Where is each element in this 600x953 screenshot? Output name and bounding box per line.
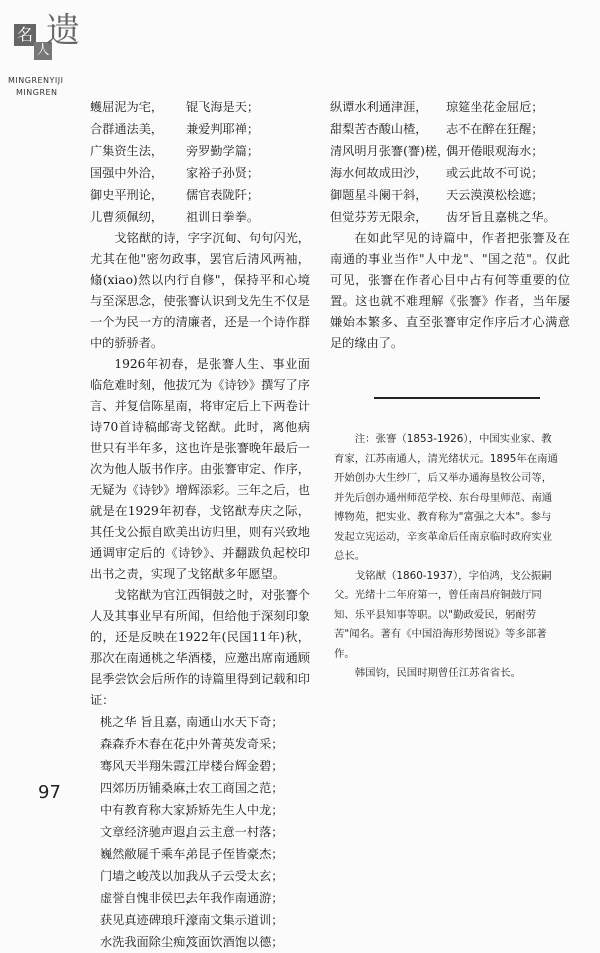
poem-line xyxy=(100,865,310,887)
logo-tracks-1: 遗 xyxy=(46,11,80,51)
poem-half-b: 或云此故不可说； xyxy=(446,166,544,180)
poem-line xyxy=(100,821,310,843)
poem-line xyxy=(100,799,310,821)
poem-half-a: 水洗我面除尘痴， xyxy=(100,935,198,949)
poem-line xyxy=(100,931,310,953)
column-logo xyxy=(8,10,78,110)
poem-line xyxy=(90,118,310,140)
poem-half-a: 蠖屈泥为宅， xyxy=(90,100,164,114)
poem-line xyxy=(330,184,570,206)
poem-half-b: 我从子云受太玄； xyxy=(186,869,284,883)
poem-half-b: 家裕子孙贤； xyxy=(186,166,260,180)
poem-half-a: 海水何故成田沙， xyxy=(330,166,428,180)
body-paragraph: 戈铭猷的诗，字字沉甸、句句闪光，尤其在他"密勿政事，罢官后清风两袖，翛(xiao)然以内行自修"，保持平和心境与至深思念，使张謇认识到戈先生不仅是一个为民一方的清廉者，还是一个诗作群中的骄骄者。 xyxy=(90,231,310,350)
poem-half-b: 自云主意一村落； xyxy=(186,825,284,839)
poem-half-a: 骞风天半翔朱霞， xyxy=(100,759,198,773)
poem-half-b: 祖训日拳拳。 xyxy=(186,210,260,224)
poem-half-a: 文章经济驰声遐， xyxy=(100,825,198,839)
poem-line xyxy=(100,843,310,865)
poem-half-b: 濠南文集示道训； xyxy=(186,913,284,927)
poem-half-a: 儿曹须佩纫， xyxy=(90,210,164,224)
poem-half-a: 甜梨苦杏酸山楂， xyxy=(330,122,428,136)
footnotes xyxy=(334,430,560,684)
poem-line xyxy=(330,162,570,184)
poem-half-b: 锟飞海是天； xyxy=(186,100,260,114)
poem-line xyxy=(330,118,570,140)
logo-pinyin-2: MINGREN xyxy=(16,88,58,97)
poem-line xyxy=(100,777,310,799)
poem-line xyxy=(100,755,310,777)
poem-line xyxy=(100,909,310,931)
poem-half-b: 士农工商国之范； xyxy=(186,781,284,795)
poem-bottom xyxy=(90,711,310,953)
right-paragraph: 在如此罕见的诗篇中，作者把张謇及在南通的事业当作"人中龙"、"国之范"。仅此可见，张謇在作者心目中占有何等重要的位置。这也就不难理解《张謇》作者，当年屡嫌始本繁多、直至张謇审定作序后才心满意足的缘由了。 xyxy=(330,231,570,350)
right-column xyxy=(330,96,570,354)
poem-line xyxy=(330,140,570,162)
poem-half-b: 儒官表陇阡； xyxy=(186,188,260,202)
page-number: 97 xyxy=(38,782,61,803)
poem-line xyxy=(90,184,310,206)
logo-ming: 名 xyxy=(14,24,36,46)
poem-half-b: 笈面饮酒饱以德； xyxy=(186,935,284,949)
poem-half-a: 广集资生法， xyxy=(90,144,164,158)
poem-line xyxy=(90,96,310,118)
poem-half-a: 虚誉自愧非侯巴， xyxy=(100,891,198,905)
poem-line xyxy=(100,711,310,733)
poem-half-a: 合群通法美， xyxy=(90,122,164,136)
poem-half-a: 巍然敝屣千乘车， xyxy=(100,847,198,861)
poem-half-b: 矫矫先生人中龙； xyxy=(186,803,284,817)
poem-line xyxy=(90,206,310,228)
poem-half-a: 清风明月张謇(謇)槎， xyxy=(330,144,450,158)
poem-half-a: 四郊历历铺桑麻， xyxy=(100,781,198,795)
poem-half-b: 齿牙旨且嘉桃之华。 xyxy=(446,210,556,224)
logo-pinyin-1: MINGRENYIJI xyxy=(8,76,64,85)
poem-half-b: 去年我作南通游； xyxy=(186,891,284,905)
poem-half-b: 兼爱判耶禅； xyxy=(186,122,260,136)
footnote: 韩国钧，民国时期曾任江苏省省长。 xyxy=(354,667,522,679)
poem-half-a: 御题星斗阑干斜， xyxy=(330,188,428,202)
poem-half-b: 天云漠漠松桧遮； xyxy=(446,188,544,202)
poem-half-a: 国强中外洽， xyxy=(90,166,164,180)
poem-half-a: 门墙之峻茂以加， xyxy=(100,869,198,883)
left-column xyxy=(90,96,310,953)
poem-line xyxy=(90,162,310,184)
poem-half-b: 琼筵坐花金屈卮； xyxy=(446,100,544,114)
left-paragraphs xyxy=(90,228,310,711)
poem-half-b: 弟昆子侄皆豪杰； xyxy=(186,847,284,861)
poem-line xyxy=(330,206,570,228)
poem-half-a: 御史平刑论， xyxy=(90,188,164,202)
poem-half-b: 偶开倦眼观海水； xyxy=(446,144,544,158)
poem-line xyxy=(100,733,310,755)
divider xyxy=(374,397,540,399)
body-paragraph: 戈铭猷为官江西铜鼓之时，对张謇个人及其事业早有所闻，但给他于深刻印象的，还是反映在1922年(民国11年)秋，那次在南通桃之华酒楼，应邀出席南通顾昆季尝饮会后所作的诗篇里得到记载和印证： xyxy=(90,588,310,707)
poem-half-b: 南通山水天下奇； xyxy=(186,715,284,729)
poem-half-a: 森森乔木春在花， xyxy=(100,737,198,751)
body-paragraph: 1926年初春，是张謇人生、事业面临危难时刻，他拔冗为《诗钞》撰写了序言、并复信陈星南，将审定后上下两卷计诗70首诗稿邮寄戈铭猷。此时，离他病世只有半年多，这也许是张謇晚年最后一次为他人版书作序。由张謇审定、作序，无疑为《诗钞》增辉添彩。三年之后，也就是在1929年初春，戈铭猷寿庆之际，其任戈公振自欧美出访归里，则有兴致地通调审定后的《诗钞》、并翻跋负起校印出书之责，实现了戈铭猷多年愿望。 xyxy=(90,357,310,581)
logo-ren: 人 xyxy=(34,42,52,60)
poem-half-a: 纵谭水利通津涯， xyxy=(330,100,428,114)
poem-half-b: 江岸楼台辉金碧； xyxy=(186,759,284,773)
poem-line xyxy=(330,96,570,118)
footnote: 戈铭猷（1860-1937），字伯鸿，戈公振嗣父。光绪十二年府第一，曾任南昌府铜鼓厅同知、乐平县知事等职。以"勤政爱民，躬耐劳苦"闻名。著有《中国沿海形势图说》等多部著作。 xyxy=(334,569,552,660)
poem-line xyxy=(90,140,310,162)
poem-half-a: 获见真迹碑琅玕， xyxy=(100,913,198,927)
poem-half-b: 中外菁英发奇采； xyxy=(186,737,284,751)
poem-top xyxy=(90,96,310,228)
poem-line xyxy=(100,887,310,909)
poem-half-a: 桃之华 旨且嘉， xyxy=(100,715,190,729)
poem-half-a: 中有教育称大家， xyxy=(100,803,198,817)
poem-half-b: 志不在醉在狂醒； xyxy=(446,122,544,136)
poem-half-b: 旁罗勤学篇； xyxy=(186,144,260,158)
poem-right xyxy=(330,96,570,228)
poem-half-a: 但觉芬芳无限余， xyxy=(330,210,428,224)
footnote: 注：张謇（1853-1926），中国实业家、教育家，江苏南通人，清光绪状元。1895年在南通开始创办大生纱厂，后又举办通海垦牧公司等，并先后创办通州师范学校、东台母里师范、南通博物苑，把实业、教育称为"富强之大本"。参与发起立宪运动，辛亥革命后任南京临时政府实业总长。 xyxy=(334,433,558,562)
